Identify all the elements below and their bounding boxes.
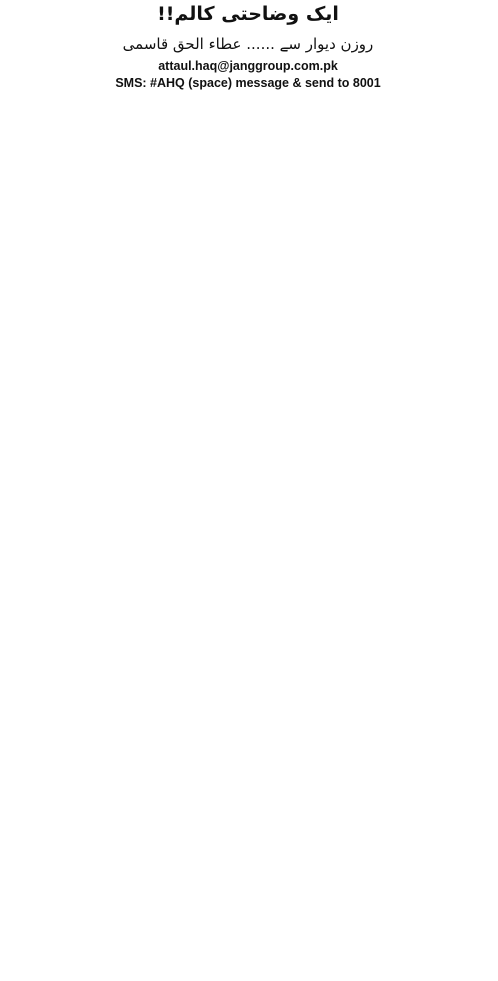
author-email: attaul.haq@janggroup.com.pk xyxy=(158,59,338,73)
column-title: ایک وضاحتی کالم!! xyxy=(157,3,339,25)
sms-instructions: SMS: #AHQ (space) message & send to 8001 xyxy=(115,76,381,90)
column-body xyxy=(5,100,491,978)
column-byline: روزن دیوار سے ...... عطاء الحق قاسمی xyxy=(122,35,374,53)
